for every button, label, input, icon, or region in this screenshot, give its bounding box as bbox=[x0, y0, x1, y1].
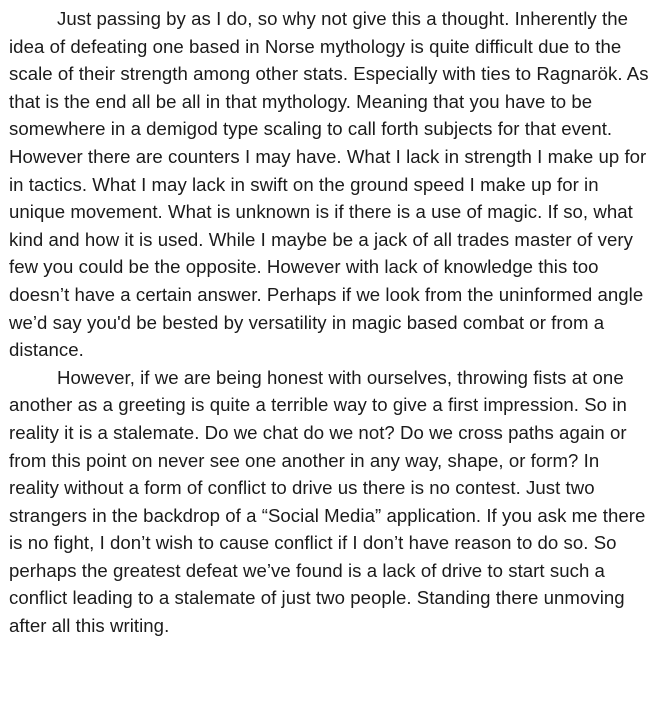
document-body bbox=[9, 5, 649, 640]
paragraph-2: However, if we are being honest with ourselves, throwing fists at one another as a greeting is quite a terrible way to give a first impression. So in reality it is a stalemate. Do we chat do we not? Do we cross paths again or from this point on never see one another in any way, shape, or form? In reality without a form of conflict to drive us there is no contest. Just two strangers in the backdrop of a “Social Media” application. If you ask me there is no fight, I don’t wish to cause conflict if I don’t have reason to do so. So perhaps the greatest defeat we’ve found is a lack of drive to start such a conflict leading to a stalemate of just two people. Standing there unmoving after all this writing. bbox=[9, 366, 646, 637]
paragraph-1: Just passing by as I do, so why not give this a thought. Inherently the idea of defeating one based in Norse mythology is quite difficult due to the scale of their strength among other stats. Especially with ties to Ragnarök. As that is the end all be all in that mythology. Meaning that you have to be somewhere in a demigod type scaling to call forth subjects for that event. However there are counters I may have. What I lack in strength I make up for in tactics. What I may lack in swift on the ground speed I make up for in unique movement. What is unknown is if there is a use of magic. If so, what kind and how it is used. While I maybe be a jack of all trades master of very few you could be the opposite. However with lack of knowledge this too doesn’t have a certain answer. Perhaps if we look from the uninformed angle we’d say you'd be bested by versatility in magic based combat or from a distance. bbox=[9, 8, 649, 361]
